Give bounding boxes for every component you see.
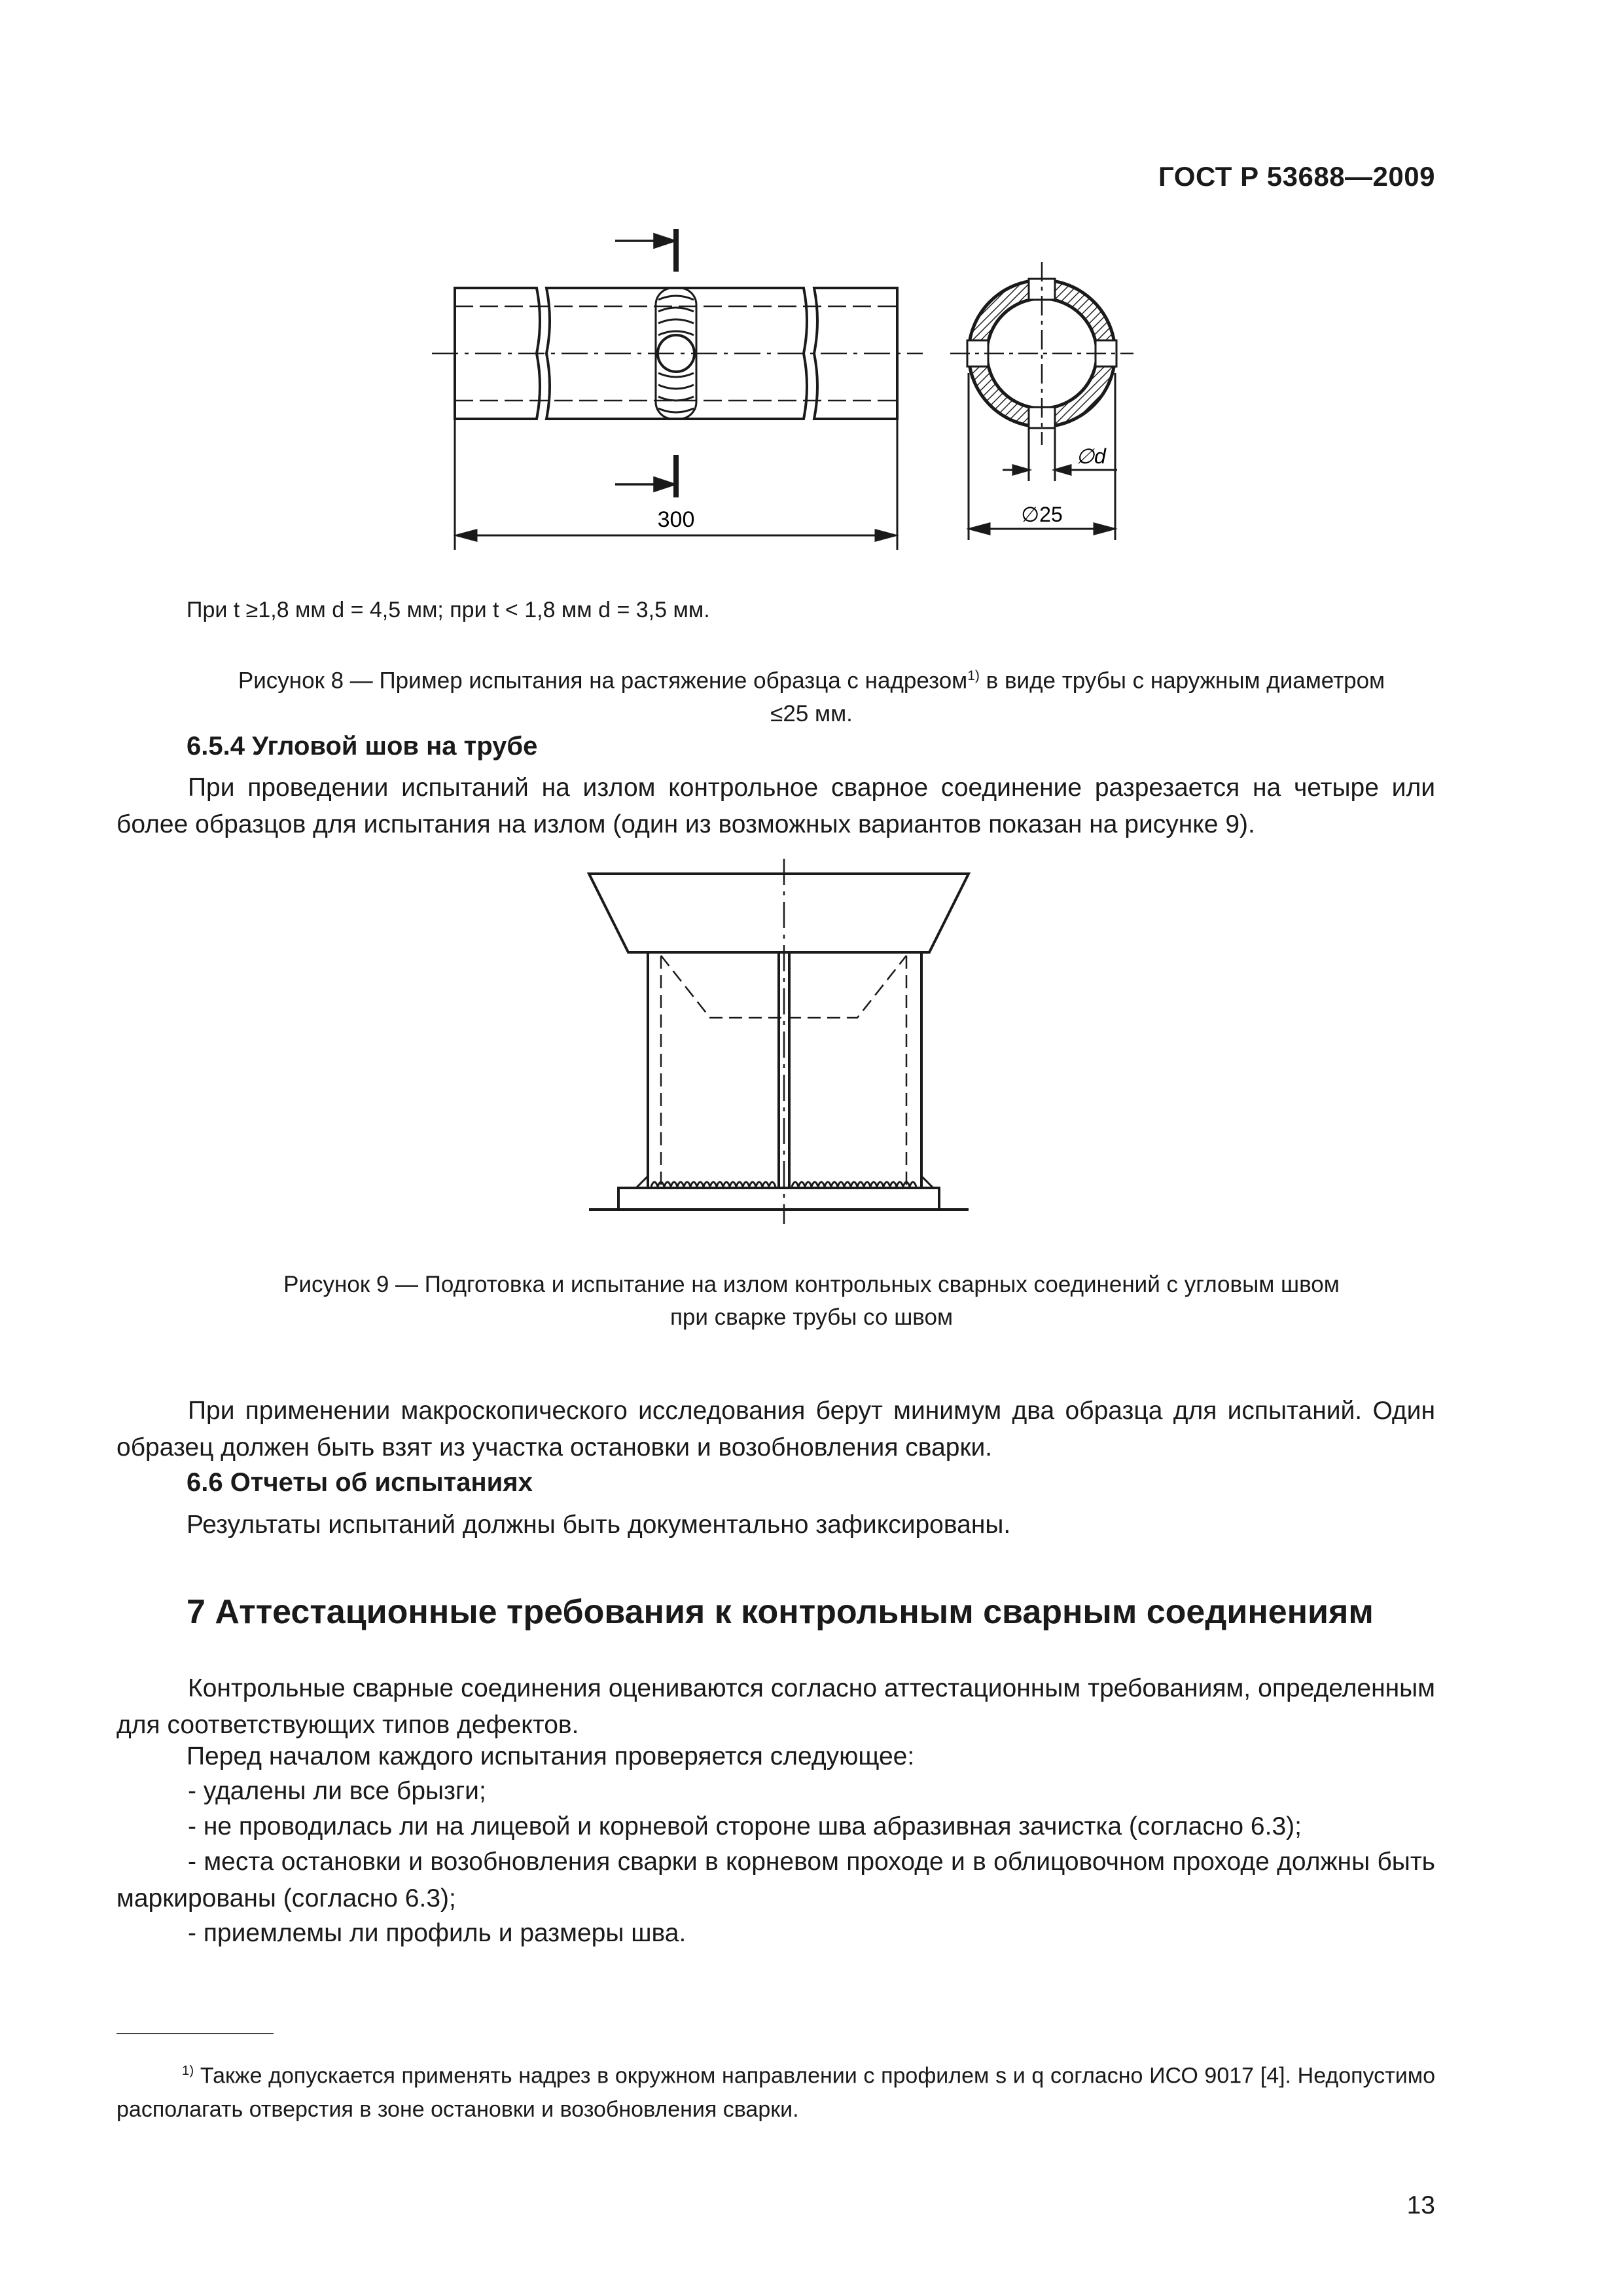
list-item: - удалены ли все брызги; [188, 1777, 486, 1805]
footnote-separator [116, 2033, 274, 2034]
dim-outer-label: ∅25 [1021, 503, 1063, 526]
figure-9-drawing [576, 851, 982, 1230]
figure-8-note: При t ≥1,8 мм d = 4,5 мм; при t < 1,8 мм d = 3,5 мм. [187, 598, 710, 622]
section-6-6-para: Результаты испытаний должны быть документально зафиксированы. [187, 1511, 1011, 1539]
figure-8-caption-text-b: в виде трубы с наружным диаметром [979, 668, 1385, 694]
section-7-para1: Контрольные сварные соединения оцениваются согласно аттестационным требованиям, определенным для соответствующих типов дефектов. [116, 1674, 1435, 1739]
figure-9-caption-line1: Рисунок 9 — Подготовка и испытание на излом контрольных сварных соединений с угловым швом [283, 1272, 1340, 1297]
figure-8-drawing [419, 223, 1165, 563]
section-7-para2: Перед началом каждого испытания проверяется следующее: [187, 1742, 915, 1770]
figure-9-caption [118, 1268, 1505, 1334]
footnote-marker: 1) [182, 2064, 194, 2078]
footnote [116, 2054, 1435, 2126]
list-item: - места остановки и возобновления сварки в корневом проходе и в облицовочном проходе должны быть маркированы (согласно 6.3); [116, 1848, 1435, 1912]
figure-9-caption-line2: при сварке трубы со швом [669, 1304, 954, 1330]
section-6-6-heading: 6.6 Отчеты об испытаниях [187, 1468, 533, 1497]
figure-8-caption-sup: 1) [967, 668, 980, 683]
figure-8-caption [118, 660, 1505, 730]
document-code: ГОСТ Р 53688—2009 [1158, 161, 1435, 192]
figure-8-caption-line2: ≤25 мм. [770, 700, 853, 726]
dim-hole-label: ∅d [1076, 444, 1106, 468]
list-item: - приемлемы ли профиль и размеры шва. [188, 1919, 687, 1947]
footnote-text: Также допускается применять надрез в окружном направлении с профилем s и q согласно ИСО 9017 [4]. Недопустимо располагать отверстия в зоне остановки и возобновления сварки. [116, 2063, 1436, 2123]
figure-8-caption-text-a: Рисунок 8 — Пример испытания на растяжение образца с надрезом [238, 668, 968, 694]
dim-length-label: 300 [657, 507, 695, 532]
section-6-5-4-heading: 6.5.4 Угловой шов на трубе [187, 732, 538, 761]
page-number: 13 [1406, 2191, 1435, 2219]
para-macro: При применении макроскопического исследования берут минимум два образца для испытаний. Один образец должен быть взят из участка остановки и возобновления сварки. [116, 1397, 1435, 1462]
section-7-heading: 7 Аттестационные требования к контрольным сварным соединениям [187, 1593, 1374, 1631]
section-6-5-4-para: При проведении испытаний на излом контрольное сварное соединение разрезается на четыре или более образцов для испытания на излом (один из возможных вариантов показан на рисунке 9). [116, 774, 1435, 838]
list-item: - не проводилась ли на лицевой и корневой стороне шва абразивная зачистка (согласно 6.3); [188, 1812, 1302, 1840]
